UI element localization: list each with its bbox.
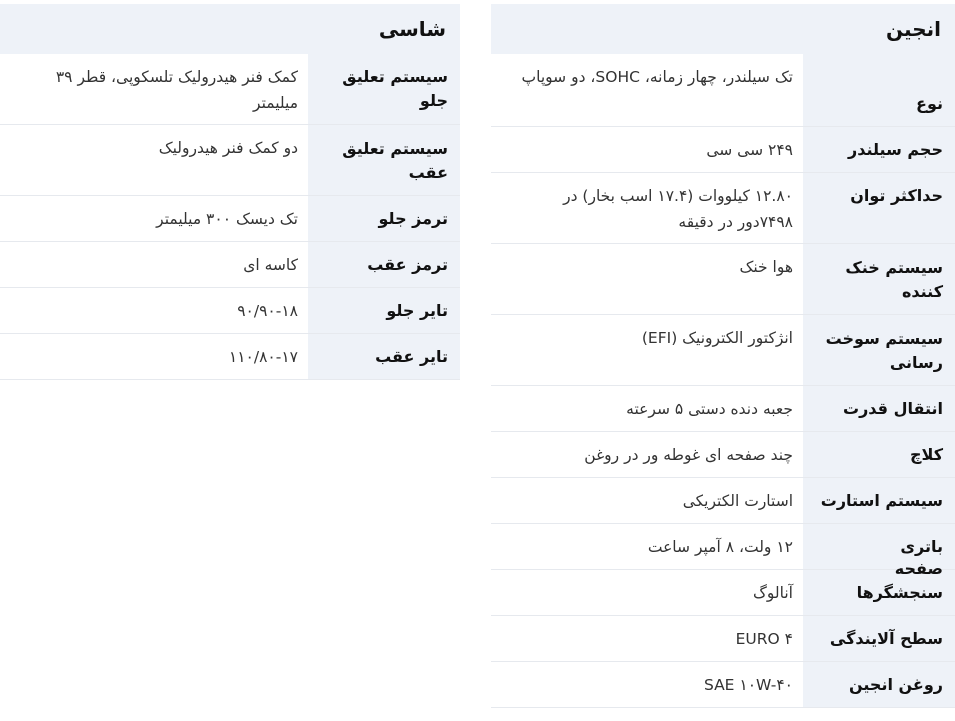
table-row [491, 244, 955, 315]
row-value: هوا خنک [739, 258, 793, 276]
table-row [0, 334, 460, 380]
row-label: ترمز جلو [308, 196, 460, 241]
table-row [0, 54, 460, 125]
row-label: ترمز عقب [308, 242, 460, 287]
table-row [0, 196, 460, 242]
row-label: تایر عقب [308, 334, 460, 379]
table-row [491, 54, 955, 127]
table-row [491, 315, 955, 386]
table-row [491, 478, 955, 524]
row-label: سیستم خنک کننده [803, 244, 955, 314]
row-value: استارت الکتریکی [682, 492, 793, 510]
chassis-spec-table [0, 4, 460, 380]
row-label: حجم سیلندر [803, 127, 955, 172]
row-value: آنالوگ [753, 584, 793, 602]
table-row [491, 127, 955, 173]
row-value: ۱۱۰/۸۰-۱۷ [228, 348, 298, 366]
row-label: تایر جلو [308, 288, 460, 333]
table-row [0, 242, 460, 288]
row-value: ۹۰/۹۰-۱۸ [237, 302, 298, 320]
row-value: تک سیلندر، چهار زمانه، SOHC، دو سوپاپ [521, 68, 793, 86]
table-row [491, 570, 955, 616]
table-row [491, 173, 955, 244]
row-label: نوع [803, 54, 955, 126]
table-row [0, 288, 460, 334]
row-label: انتقال قدرت [803, 386, 955, 431]
row-value: SAE ۱۰W-۴۰ [703, 676, 793, 694]
table-row [0, 125, 460, 196]
row-value: ۱۲.۸۰ کیلووات (۱۷.۴ اسب بخار) در ۷۴۹۸دور در دقیقه [563, 187, 793, 231]
row-value: ۱۲ ولت، ۸ آمپر ساعت [647, 538, 793, 556]
engine-table-title: انجین [491, 4, 955, 54]
table-row [491, 432, 955, 478]
table-row [491, 616, 955, 662]
row-value: دو کمک فنر هیدرولیک [158, 139, 298, 157]
engine-spec-table [491, 4, 955, 708]
row-label: سطح آلایندگی [803, 616, 955, 661]
row-label: سیستم سوخت رسانی [803, 315, 955, 385]
row-label: حداکثر توان [803, 173, 955, 243]
table-row [491, 386, 955, 432]
row-value: کاسه ای [243, 256, 298, 274]
row-label: باتری [803, 524, 955, 569]
row-value: ۲۴۹ سی سی [706, 141, 793, 159]
row-label: سیستم تعلیق عقب [308, 125, 460, 195]
row-label: روغن انجین [803, 662, 955, 707]
row-value: انژکتور الکترونیک (EFI) [641, 329, 793, 347]
chassis-table-title: شاسی [0, 4, 460, 54]
row-label: سیستم استارت [803, 478, 955, 523]
row-value: کمک فنر هیدرولیک تلسکوپی، قطر ۳۹ میلیمتر [55, 68, 298, 112]
row-label: سنجشگرها [803, 570, 955, 615]
row-value: جعبه دنده دستی ۵ سرعته [626, 400, 793, 418]
row-value: چند صفحه ای غوطه ور در روغن [584, 446, 793, 464]
row-label: کلاچ [803, 432, 955, 477]
table-row [491, 662, 955, 708]
row-value: تک دیسک ۳۰۰ میلیمتر [156, 210, 298, 228]
row-value: EURO ۴ [735, 630, 793, 648]
row-label: سیستم تعلیق جلو [308, 54, 460, 124]
